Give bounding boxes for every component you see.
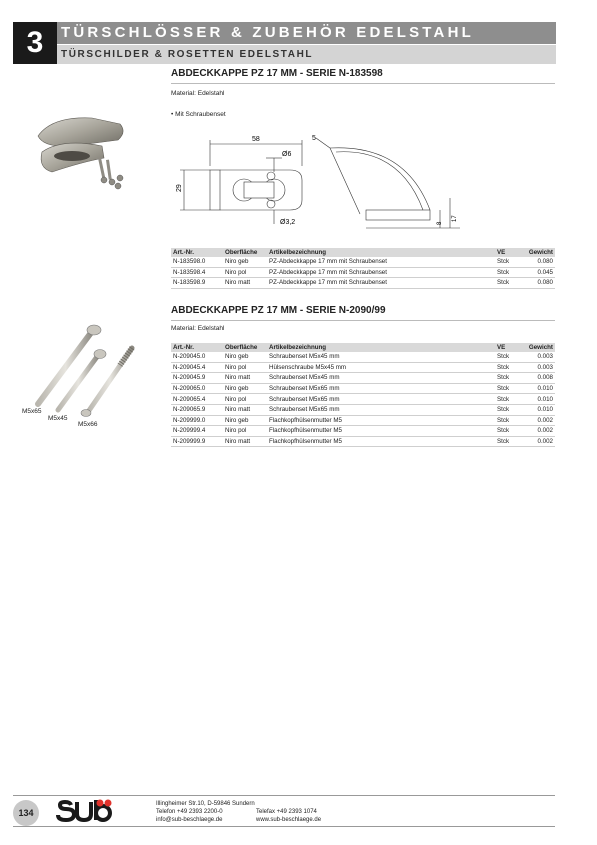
cell-description: Schraubenset M5x45 mm <box>267 373 495 384</box>
col-description: Artikelbezeichnung <box>267 343 495 352</box>
footer-email[interactable]: info@sub-beschlaege.de <box>156 817 223 823</box>
cell-weight: 0.010 <box>521 383 555 394</box>
cell-weight: 0.080 <box>521 257 555 267</box>
cell-description: Flachkopfhülsenmutter M5 <box>267 436 495 447</box>
section2-title: ABDECKKAPPE PZ 17 MM - SERIE N-2090/99 <box>171 305 386 316</box>
section1-bullet: • Mit Schraubenset <box>171 111 226 118</box>
dim-17: 17 <box>452 215 458 222</box>
col-weight: Gewicht <box>521 343 555 352</box>
dim-5: 5 <box>312 135 316 142</box>
cell-artnr: N-209999.9 <box>171 436 223 447</box>
cell-artnr: N-209045.4 <box>171 362 223 373</box>
cell-artnr: N-209065.4 <box>171 394 223 405</box>
product-photo-screws <box>20 320 150 420</box>
section1-title: ABDECKKAPPE PZ 17 MM - SERIE N-183598 <box>171 68 383 79</box>
footer-rule-top <box>13 795 555 796</box>
cell-artnr: N-183598.4 <box>171 267 223 278</box>
section1-material: Material: Edelstahl <box>171 90 225 97</box>
technical-drawing <box>170 130 470 240</box>
dim-6: Ø6 <box>282 151 292 158</box>
section2-material: Material: Edelstahl <box>171 325 225 332</box>
col-description: Artikelbezeichnung <box>267 248 495 257</box>
cell-ve: Stck <box>495 415 521 426</box>
sub-logo <box>56 798 116 824</box>
cell-ve: Stck <box>495 404 521 415</box>
cell-surface: Niro matt <box>223 404 267 415</box>
footer-fax: Telefax +49 2393 1074 <box>256 809 317 815</box>
footer-contact-block <box>256 808 321 824</box>
cell-ve: Stck <box>495 267 521 278</box>
cell-weight: 0.002 <box>521 426 555 437</box>
cell-weight: 0.010 <box>521 404 555 415</box>
col-ve: VE <box>495 343 521 352</box>
image-label-m5x66: M5x66 <box>78 421 98 428</box>
footer-address-block <box>156 800 255 824</box>
dim-58: 58 <box>252 136 260 143</box>
image-label-m5x45: M5x45 <box>48 415 68 422</box>
cell-ve: Stck <box>495 362 521 373</box>
footer-phone: Telefon +49 2393 2200-0 <box>156 809 223 815</box>
chapter-subtitle: TÜRSCHILDER & ROSETTEN EDELSTAHL <box>57 45 556 64</box>
col-artnr: Art.-Nr. <box>171 343 223 352</box>
section1-rule <box>171 83 555 84</box>
table-row <box>171 352 555 362</box>
col-surface: Oberfläche <box>223 248 267 257</box>
dim-29: 29 <box>176 184 183 192</box>
cell-surface: Niro matt <box>223 278 267 289</box>
cell-artnr: N-209999.4 <box>171 426 223 437</box>
cell-weight: 0.002 <box>521 415 555 426</box>
cell-ve: Stck <box>495 352 521 362</box>
table-section2 <box>171 343 555 447</box>
cell-surface: Niro pol <box>223 362 267 373</box>
cell-weight: 0.010 <box>521 394 555 405</box>
cell-surface: Niro matt <box>223 373 267 384</box>
table-row <box>171 436 555 447</box>
product-photo-cap <box>32 110 132 195</box>
cell-description: PZ-Abdeckkappe 17 mm mit Schraubenset <box>267 267 495 278</box>
cell-artnr: N-209045.0 <box>171 352 223 362</box>
cell-ve: Stck <box>495 436 521 447</box>
chapter-number: 3 <box>13 22 57 64</box>
cell-ve: Stck <box>495 394 521 405</box>
cell-ve: Stck <box>495 383 521 394</box>
dim-8: 8 <box>437 221 443 225</box>
cell-description: PZ-Abdeckkappe 17 mm mit Schraubenset <box>267 278 495 289</box>
cell-ve: Stck <box>495 373 521 384</box>
table-row <box>171 257 555 267</box>
col-ve: VE <box>495 248 521 257</box>
cell-description: Schraubenset M5x45 mm <box>267 352 495 362</box>
cell-surface: Niro geb <box>223 257 267 267</box>
cell-description: PZ-Abdeckkappe 17 mm mit Schraubenset <box>267 257 495 267</box>
table-row <box>171 373 555 384</box>
table-row <box>171 383 555 394</box>
col-weight: Gewicht <box>521 248 555 257</box>
cell-weight: 0.008 <box>521 373 555 384</box>
cell-surface: Niro geb <box>223 383 267 394</box>
table-section1 <box>171 248 555 289</box>
cell-surface: Niro pol <box>223 267 267 278</box>
cell-description: Schraubenset M5x65 mm <box>267 404 495 415</box>
section2-rule <box>171 320 555 321</box>
cell-artnr: N-209065.9 <box>171 404 223 415</box>
cell-artnr: N-209999.0 <box>171 415 223 426</box>
footer-web[interactable]: www.sub-beschlaege.de <box>256 817 322 823</box>
table-row <box>171 362 555 373</box>
cell-artnr: N-183598.9 <box>171 278 223 289</box>
cell-description: Flachkopfhülsenmutter M5 <box>267 415 495 426</box>
table-row <box>171 278 555 289</box>
cell-artnr: N-183598.0 <box>171 257 223 267</box>
cell-weight: 0.003 <box>521 362 555 373</box>
col-surface: Oberfläche <box>223 343 267 352</box>
cell-description: Flachkopfhülsenmutter M5 <box>267 426 495 437</box>
cell-weight: 0.080 <box>521 278 555 289</box>
footer-address: Illingheimer Str.10, D-59846 Sundern <box>156 801 255 807</box>
table-row <box>171 394 555 405</box>
table-row <box>171 426 555 437</box>
cell-surface: Niro pol <box>223 394 267 405</box>
cell-artnr: N-209065.0 <box>171 383 223 394</box>
cell-surface: Niro geb <box>223 352 267 362</box>
cell-description: Hülsenschraube M5x45 mm <box>267 362 495 373</box>
dim-3-2: Ø3,2 <box>280 219 296 226</box>
footer-rule-bottom <box>13 826 555 827</box>
cell-artnr: N-209045.9 <box>171 373 223 384</box>
image-label-m5x65: M5x65 <box>22 408 42 415</box>
cell-surface: Niro matt <box>223 436 267 447</box>
cell-weight: 0.003 <box>521 352 555 362</box>
cell-description: Schraubenset M5x65 mm <box>267 394 495 405</box>
table-row <box>171 404 555 415</box>
chapter-title: TÜRSCHLÖSSER & ZUBEHÖR EDELSTAHL <box>57 22 556 44</box>
cell-weight: 0.045 <box>521 267 555 278</box>
cell-ve: Stck <box>495 257 521 267</box>
cell-surface: Niro geb <box>223 415 267 426</box>
table-row <box>171 415 555 426</box>
cell-weight: 0.002 <box>521 436 555 447</box>
cell-description: Schraubenset M5x65 mm <box>267 383 495 394</box>
table-row <box>171 267 555 278</box>
cell-surface: Niro pol <box>223 426 267 437</box>
cell-ve: Stck <box>495 278 521 289</box>
col-artnr: Art.-Nr. <box>171 248 223 257</box>
page-number: 134 <box>13 800 39 826</box>
cell-ve: Stck <box>495 426 521 437</box>
